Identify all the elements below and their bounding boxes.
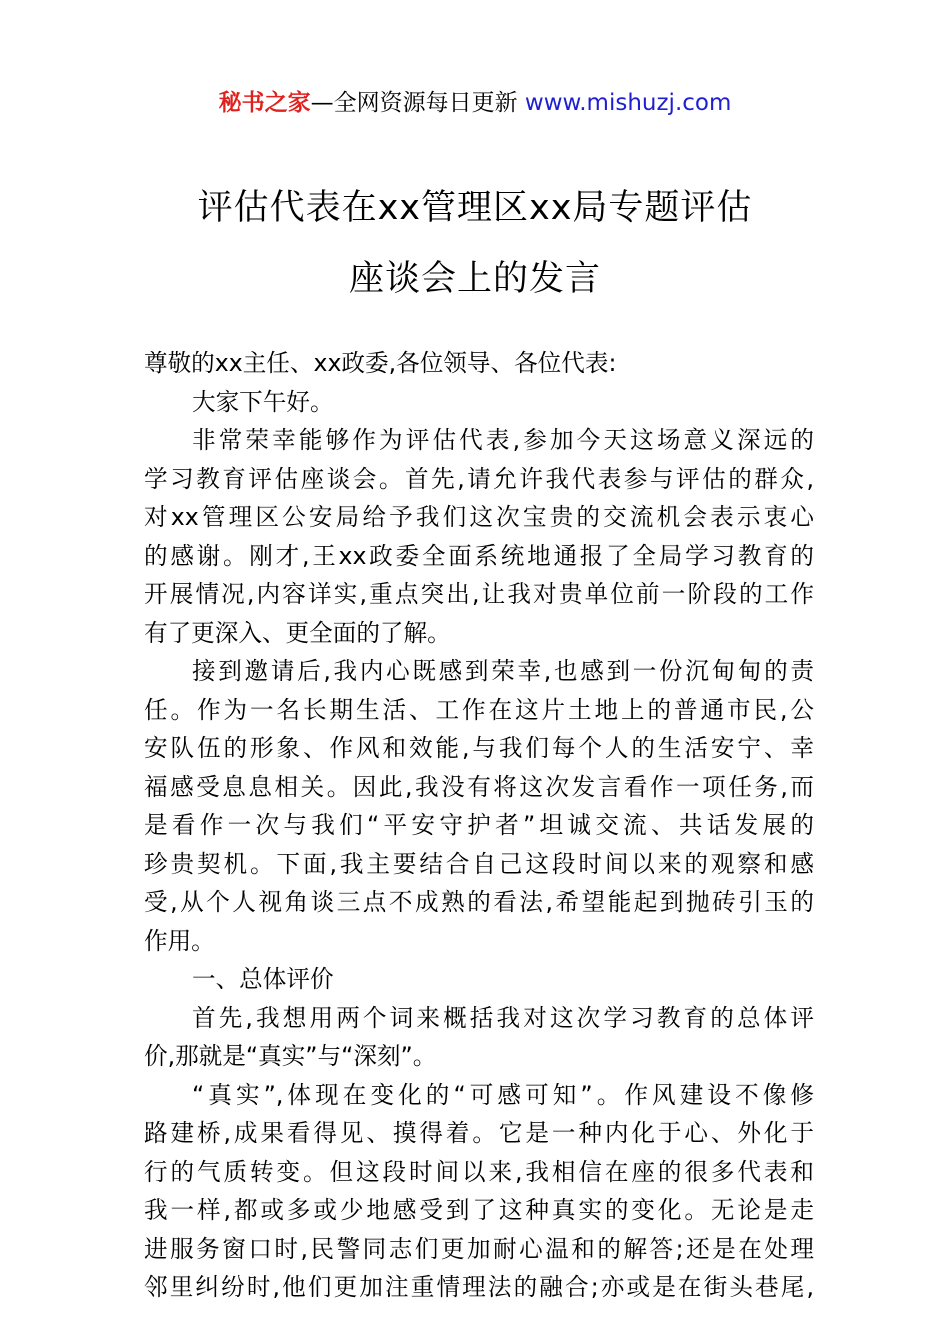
body-text-line: 接到邀请后,我内心既感到荣幸,也感到一份沉甸甸的责 [192,657,814,685]
body-text-line: 任。作为一名长期生活、工作在这片土地上的普通市民,公 [144,695,814,724]
body-text-line: 福感受息息相关。因此,我没有将这次发言看作一项任务,而 [144,772,814,801]
body-text-line: 开展情况,内容详实,重点突出,让我对贵单位前一阶段的工作 [144,580,814,608]
body-text-line: 非常荣幸能够作为评估代表,参加今天这场意义深远的 [192,426,814,454]
site-header [0,86,950,120]
body-text-line: 作用。 [144,926,215,955]
body-text-line: 珍贵契机。下面,我主要结合自己这段时间以来的观察和感 [144,849,814,878]
body-text-line: 安队伍的形象、作风和效能,与我们每个人的生活安宁、幸 [144,734,814,762]
body-text-line: 行的气质转变。但这段时间以来,我相信在座的很多代表和 [144,1157,814,1186]
body-text-line: 受,从个人视角谈三点不成熟的看法,希望能起到抛砖引玉的 [144,888,814,916]
document-title-line-2: 座谈会上的发言 [348,259,601,299]
body-text-line: 一、总体评价 [192,965,334,993]
body-text-line: 我一样,都或多或少地感受到了这种真实的变化。无论是走 [144,1196,814,1224]
body-text-line: “真实”,体现在变化的“可感可知”。作风建设不像修 [192,1080,814,1109]
body-text-line: 进服务窗口时,民警同志们更加耐心温和的解答;还是在处理 [144,1234,814,1263]
brand-name: 秘书之家 [218,90,311,116]
body-text-line: 是看作一次与我们“平安守护者”坦诚交流、共话发展的 [144,811,814,839]
body-text-line: 首先,我想用两个词来概括我对这次学习教育的总体评 [192,1003,814,1032]
document-title-line-1: 评估代表在xx管理区xx局专题评估 [197,188,753,228]
body-text-line: 有了更深入、更全面的了解。 [144,618,451,647]
body-text-line: 大家下午好。 [192,387,334,416]
body-text-line: 价,那就是“真实”与“深刻”。 [144,1042,437,1070]
body-text-line: 路建桥,成果看得见、摸得着。它是一种内化于心、外化于 [144,1119,814,1147]
header-slogan: —全网资源每日更新 [310,90,518,116]
body-text-line: 学习教育评估座谈会。首先,请允许我代表参与评估的群众, [144,464,814,493]
site-url-link[interactable]: www.mishuzj.com [524,90,732,116]
body-text-line: 尊敬的xx主任、xx政委,各位领导、各位代表: [144,349,617,377]
document-body [144,344,814,1307]
body-text-line: 的感谢。刚才,王xx政委全面系统地通报了全局学习教育的 [144,541,814,570]
body-text-line: 对xx管理区公安局给予我们这次宝贵的交流机会表示衷心 [144,503,814,531]
body-text-line: 邻里纠纷时,他们更加注重情理法的融合;亦或是在街头巷尾, [144,1273,814,1301]
